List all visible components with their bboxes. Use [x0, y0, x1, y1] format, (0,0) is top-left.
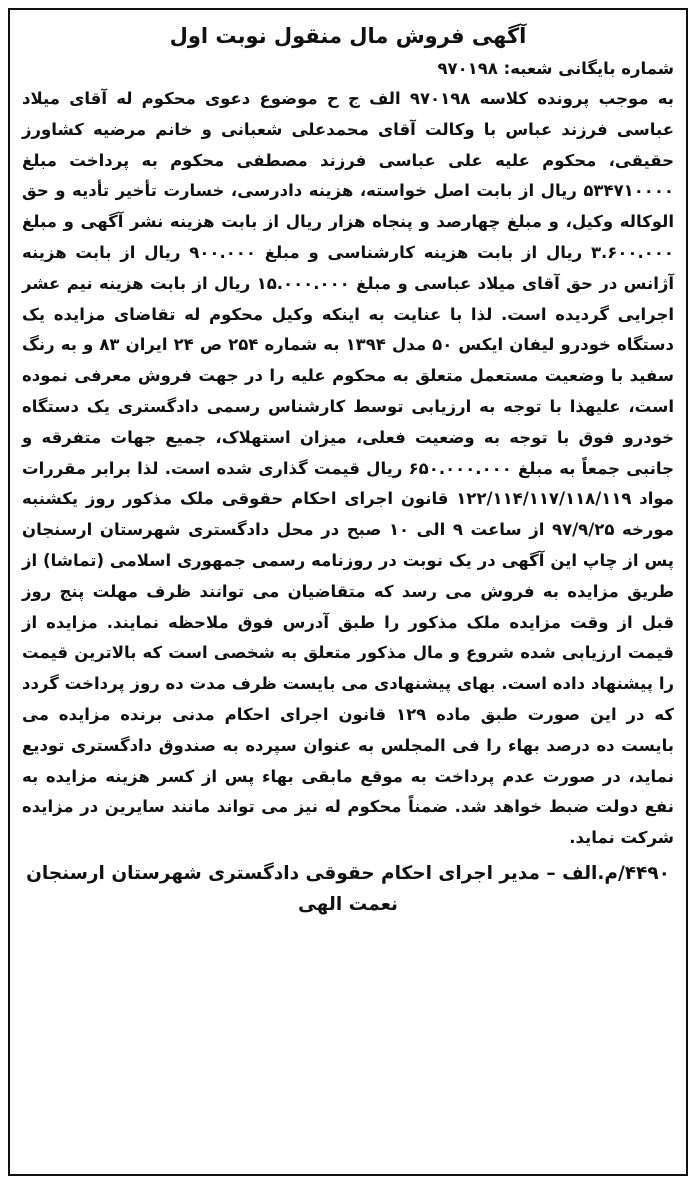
signature-line-1: ۴۴۹۰/م.الف – مدیر اجرای احکام حقوقی دادگستری شهرستان ارسنجان [26, 862, 670, 884]
notice-box [8, 8, 688, 1176]
archive-number: شماره بایگانی شعبه: ۹۷۰۱۹۸ [437, 59, 674, 78]
notice-body: به موجب پرونده کلاسه ۹۷۰۱۹۸ الف ج ح موضوع دعوی محکوم له آقای میلاد عباسی فرزند عباس با وکالت آقای محمدعلی شعبانی و خانم مرضیه کشاورز حقیقی، محکوم علیه علی عباسی فرزند مصطفی محکوم به پرداخت مبلغ ۵۳۴۷۱۰۰۰۰ ریال از بابت اصل خواسته، هزینه دادرسی، خسارت تأخیر تأدیه و حق الوکاله وکیل، و مبلغ چهارصد و پنجاه هزار ریال از بابت هزینه نشر آگهی و مبلغ ۳.۶۰۰.۰۰۰ ریال از بابت هزینه کارشناسی و مبلغ ۹۰۰.۰۰۰ ریال از بابت هزینه آژانس در حق آقای میلاد عباسی و مبلغ ۱۵.۰۰۰.۰۰۰ ریال از بابت هزینه نیم عشر اجرایی گردیده است. لذا با عنایت به اینکه وکیل محکوم له تقاضای مزایده یک دستگاه خودرو لیفان ایکس ۵۰ مدل ۱۳۹۴ به شماره ۲۵۴ ص ۲۴ ایران ۸۳ و به رنگ سفید با وضعیت مستعمل متعلق به محکوم علیه را در جهت فروش معرفی نموده است، علیهذا با توجه به ارزیابی توسط کارشناس رسمی دادگستری یک دستگاه خودرو فوق با توجه به وضعیت فعلی، میزان استهلاک، جمیع جهات متفرقه و جانبی جمعاً به مبلغ ۶۵۰.۰۰۰.۰۰۰ ریال قیمت گذاری شده است. لذا برابر مقررات مواد ۱۲۲/۱۱۴/۱۱۷/۱۱۸/۱۱۹ قانون اجرای احکام حقوقی ملک مذکور روز یکشنبه مورخه ۹۷/۹/۲۵ از ساعت ۹ الی ۱۰ صبح در محل دادگستری شهرستان ارسنجان پس از چاپ این آگهی در یک نوبت در روزنامه رسمی جمهوری اسلامی (تماشا) از طریق مزایده به فروش می رسد که متقاضیان می توانند ظرف مهلت پنج روز قبل از وقت مزایده ملک مذکور را طبق آدرس فوق ملاحظه نمایند. مزایده از قیمت ارزیابی شده شروع و مال مذکور متعلق به شخصی است که بالاترین قیمت را پیشنهاد داده است. بهای پیشنهادی می بایست ظرف مدت ده روز پرداخت گردد که در این صورت طبق ماده ۱۲۹ قانون اجرای احکام مدنی برنده مزایده می بایست ده درصد بهاء را فی المجلس به عنوان سپرده به صندوق دادگستری تودیع نماید، در صورت عدم پرداخت به موقع مابقی بهاء پس از کسر هزینه مزایده به نفع دولت ضبط خواهد شد. ضمناً محکوم له نیز می تواند مانند سایرین در مزایده شرکت نماید. [22, 89, 675, 848]
notice-title: آگهی فروش مال منقول نوبت اول [169, 24, 527, 48]
signature-line-2: نعمت الهی [297, 893, 399, 915]
